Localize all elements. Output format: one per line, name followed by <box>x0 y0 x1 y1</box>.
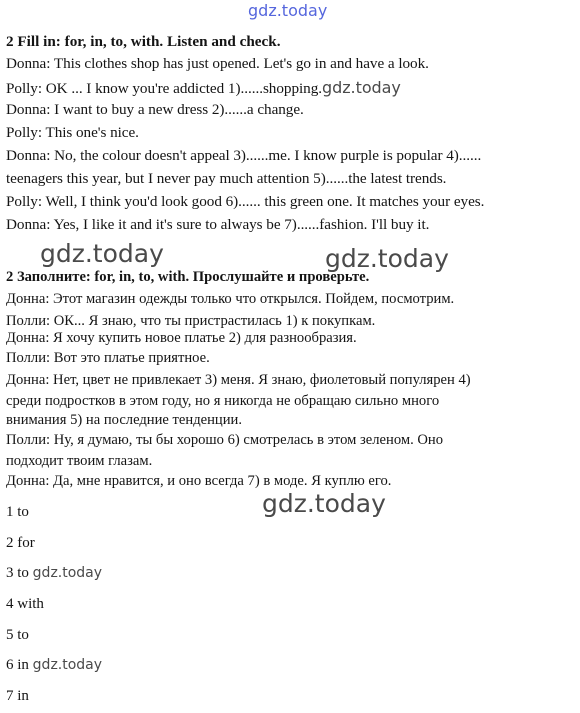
exercise-title-english: 2 Fill in: for, in, to, with. Listen and check. <box>6 33 281 50</box>
translation-line: Полли: Ну, я думаю, ты бы хорошо 6) смотрелась в этом зеленом. Оно <box>6 432 444 448</box>
dialogue-line: Donna: I want to buy a new dress 2)......a change. <box>6 101 304 118</box>
answer-text: 6 in <box>6 657 29 673</box>
answer-item: 4 with <box>6 596 44 612</box>
translation-line: Донна: Я хочу купить новое платье 2) для разнообразия. <box>6 330 357 346</box>
translation-line: Полли: Вот это платье приятное. <box>6 350 210 366</box>
translation-line: среди подростков в этом году, но я никогда не обращаю сильно много <box>6 393 440 409</box>
dialogue-line: Donna: Yes, I like it and it's sure to always be 7)......fashion. I'll buy it. <box>6 216 430 233</box>
exercise-title-russian: 2 Заполните: for, in, to, with. Прослушайте и проверьте. <box>6 269 370 285</box>
translation-line: подходит твоим глазам. <box>6 453 153 469</box>
answer-item: 2 for <box>6 535 35 551</box>
answer-item: 7 in <box>6 688 29 704</box>
translation-line: Донна: Да, мне нравится, и оно всегда 7) в моде. Я куплю его. <box>6 473 392 489</box>
dialogue-line: teenagers this year, but I never pay much attention 5)......the latest trends. <box>6 170 447 187</box>
watermark-large: gdz.today <box>325 244 449 273</box>
watermark-inline: gdz.today <box>322 78 401 97</box>
dialogue-line: Donna: No, the colour doesn't appeal 3)......me. I know purple is popular 4)...... <box>6 147 482 164</box>
answer-item <box>6 565 102 582</box>
translation-line: Полли: ОК... Я знаю, что ты пристрастилась 1) к покупкам. <box>6 313 376 329</box>
watermark-inline: gdz.today <box>32 565 103 581</box>
answer-text: 3 to <box>6 565 29 581</box>
dialogue-line-text: Polly: OK ... I know you're addicted 1)......shopping. <box>6 80 322 97</box>
translation-line: внимания 5) на последние тенденции. <box>6 412 242 428</box>
watermark-large: gdz.today <box>262 489 386 518</box>
answer-item: 1 to <box>6 504 29 520</box>
translation-line: Донна: Нет, цвет не привлекает 3) меня. Я знаю, фиолетовый популярен 4) <box>6 372 471 388</box>
watermark-large: gdz.today <box>40 239 164 268</box>
answer-item: 5 to <box>6 627 29 643</box>
watermark-inline: gdz.today <box>32 657 103 673</box>
answer-item <box>6 657 102 674</box>
watermark-top: gdz.today <box>248 1 328 20</box>
dialogue-line: Donna: This clothes shop has just opened. Let's go in and have a look. <box>6 55 429 72</box>
translation-line: Донна: Этот магазин одежды только что открылся. Пойдем, посмотрим. <box>6 291 455 307</box>
dialogue-line <box>6 78 401 98</box>
dialogue-line: Polly: This one's nice. <box>6 124 139 141</box>
dialogue-line: Polly: Well, I think you'd look good 6)...... this green one. It matches your eyes. <box>6 193 485 210</box>
